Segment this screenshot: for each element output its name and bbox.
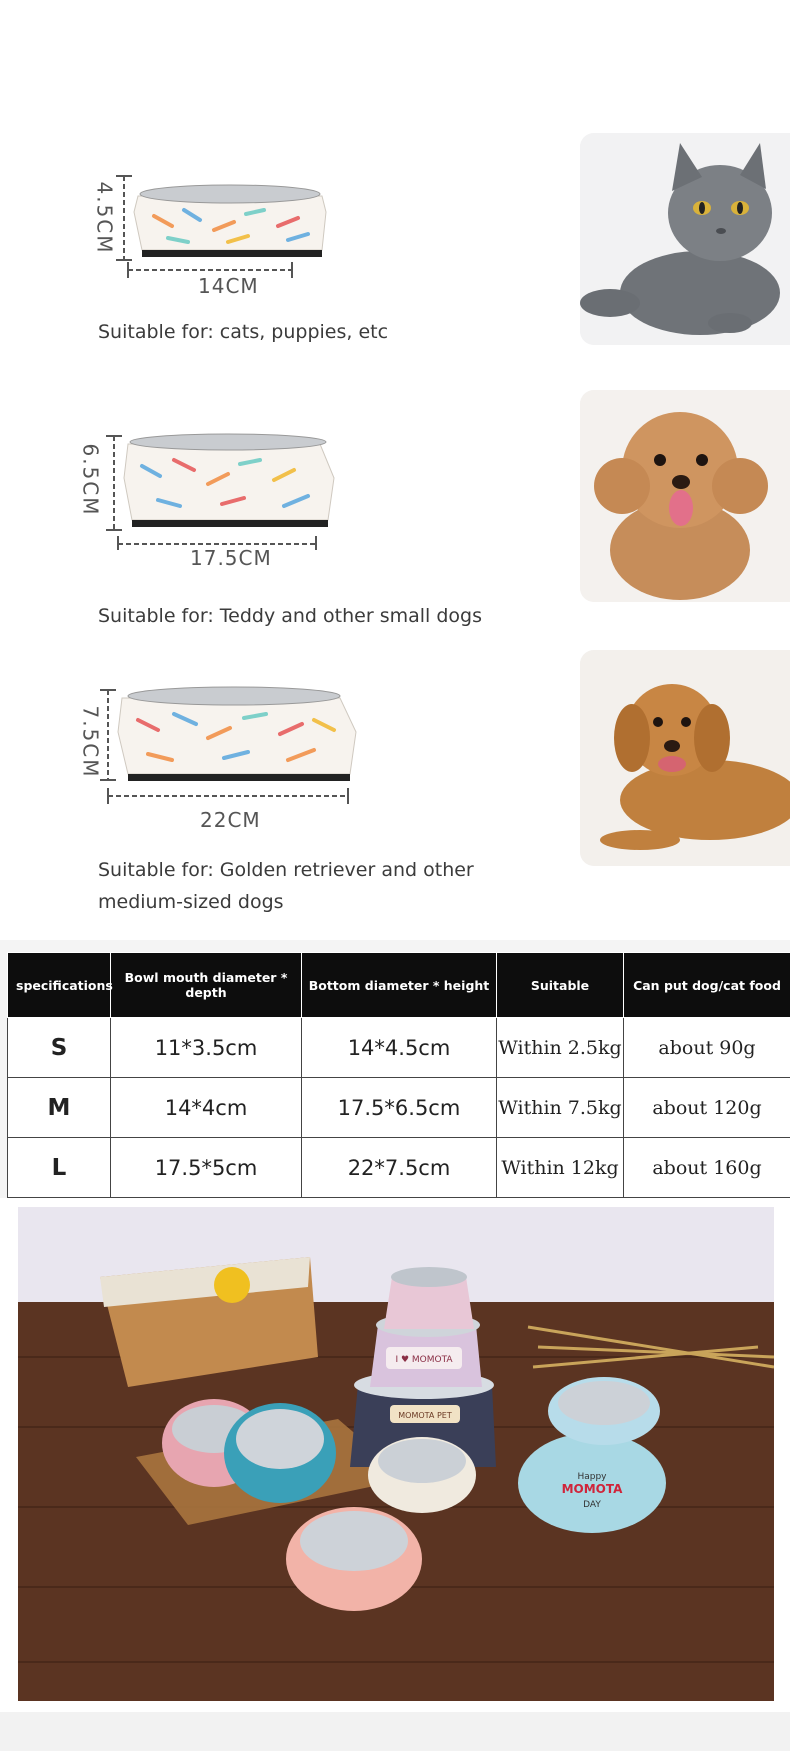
- table-cell: 14*4cm: [111, 1078, 302, 1138]
- table-cell: 22*7.5cm: [302, 1138, 497, 1198]
- header-food: Can put dog/cat food: [624, 953, 790, 1018]
- footer-strip: [0, 1712, 790, 1751]
- suitable-line-2: medium-sized dogs: [98, 891, 284, 913]
- table-cell: about 120g: [624, 1078, 790, 1138]
- golden-retriever-photo: [580, 650, 790, 866]
- table-cell: 11*3.5cm: [111, 1018, 302, 1078]
- suitable-text: Suitable for: cats, puppies, etc: [98, 321, 389, 343]
- table-cell: 14*4.5cm: [302, 1018, 497, 1078]
- header-bowl-mouth: Bowl mouth diameter * depth: [111, 953, 302, 1018]
- table-cell: M: [8, 1078, 111, 1138]
- size-row-medium: [0, 360, 790, 630]
- header-specifications: specifications: [8, 953, 111, 1018]
- bowl-diagram-small: [88, 170, 348, 280]
- header-bottom: Bottom diameter * height: [302, 953, 497, 1018]
- width-label: 17.5CM: [190, 546, 272, 570]
- size-row-small: [0, 0, 790, 360]
- size-row-large: [0, 630, 790, 940]
- label-momota: MOMOTA: [561, 1482, 623, 1496]
- table-row: [8, 1018, 790, 1078]
- label-pet: MOMOTA PET: [398, 1411, 452, 1420]
- specification-table: [7, 952, 790, 1198]
- table-cell: S: [8, 1018, 111, 1078]
- bowl-diagram-medium: [88, 430, 358, 550]
- table-cell: Within 12kg: [497, 1138, 624, 1198]
- table-cell: 17.5*5cm: [111, 1138, 302, 1198]
- table-cell: L: [8, 1138, 111, 1198]
- suitable-text: [98, 854, 528, 918]
- poodle-photo: [580, 390, 790, 602]
- width-label: 14CM: [198, 274, 259, 298]
- table-cell: about 90g: [624, 1018, 790, 1078]
- label-day: DAY: [583, 1500, 601, 1510]
- header-suitable: Suitable: [497, 953, 624, 1018]
- table-cell: about 160g: [624, 1138, 790, 1198]
- table-cell: Within 2.5kg: [497, 1018, 624, 1078]
- height-label: 7.5CM: [78, 705, 103, 779]
- product-scene-photo: [18, 1207, 774, 1701]
- height-label: 4.5CM: [92, 181, 117, 255]
- suitable-line-1: Suitable for: Golden retriever and other: [98, 859, 474, 881]
- table-cell: Within 7.5kg: [497, 1078, 624, 1138]
- label-happy: Happy: [577, 1472, 607, 1482]
- table-cell: 17.5*6.5cm: [302, 1078, 497, 1138]
- table-header-row: [8, 953, 790, 1018]
- table-row: [8, 1138, 790, 1198]
- cat-photo: [580, 133, 790, 345]
- table-row: [8, 1078, 790, 1138]
- bowl-diagram-large: [88, 680, 368, 804]
- width-label: 22CM: [200, 808, 261, 832]
- height-label: 6.5CM: [78, 443, 103, 517]
- suitable-text: Suitable for: Teddy and other small dogs: [98, 605, 482, 627]
- label-love: I ♥ MOMOTA: [395, 1355, 453, 1365]
